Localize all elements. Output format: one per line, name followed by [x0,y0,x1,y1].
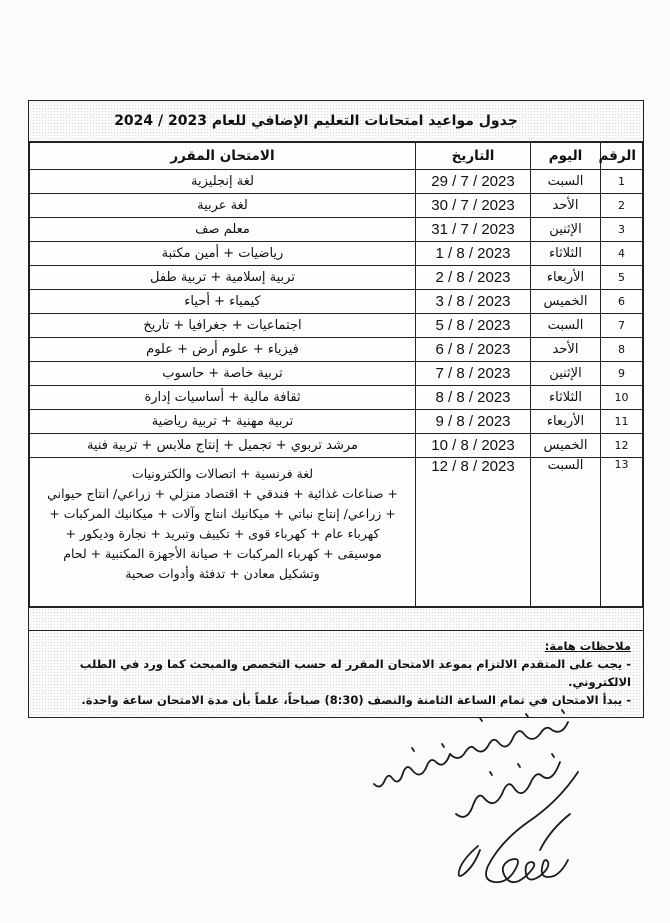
row-subject: كيمياء + أحياء [30,290,416,314]
table-row [30,410,643,434]
note-item: - يجب على المتقدم الالتزام بموعد الامتحان المقرر له حسب التخصص والمبحث كما ورد في الطلب الالكتروني. [79,657,631,689]
table-row [30,338,643,362]
note-item: - يبدأ الامتحان في تمام الساعة الثامنة والنصف (8:30) صباحاً، علماً بأن مدة الامتحان ساعة واحدة. [81,693,631,707]
table-row [30,194,643,218]
row-subject [30,458,416,607]
row-day: الإثنين [531,362,601,386]
subject-line: وتشكيل معادن + تدفئة وأدوات صحية [125,566,320,581]
row-day: الإثنين [531,218,601,242]
table-row [30,434,643,458]
row-number: 11 [601,410,643,434]
subject-line: لغة فرنسية + اتصالات والكترونيات [131,466,314,481]
header-number: الرقم [601,143,643,170]
row-subject: رياضيات + أمين مكتبة [30,242,416,266]
row-number: 6 [601,290,643,314]
exam-schedule-table [29,142,643,607]
subject-line: كهرباء عام + كهرباء قوى + تكييف وتبريد + نجارة وديكور + [65,526,380,541]
row-day: الخميس [531,290,601,314]
subject-line: + صناعات غذائية + فندقي + اقتصاد منزلي + زراعي/ انتاج حيواني [47,486,398,501]
header-day: اليوم [531,143,601,170]
table-row [30,458,643,607]
row-number: 10 [601,386,643,410]
row-day: الأحد [531,194,601,218]
row-date: 3 / 8 / 2023 [416,290,531,314]
table-row [30,170,643,194]
row-number: 1 [601,170,643,194]
row-date: 31 / 7 / 2023 [416,218,531,242]
handwritten-signature [330,700,590,900]
row-date: 10 / 8 / 2023 [416,434,531,458]
row-day: السبت [531,458,601,607]
row-subject: ثقافة مالية + أساسيات إدارة [30,386,416,410]
row-day: الثلاثاء [531,242,601,266]
row-number: 8 [601,338,643,362]
row-number: 3 [601,218,643,242]
spacer [29,607,643,630]
row-date: 2 / 8 / 2023 [416,266,531,290]
row-number: 4 [601,242,643,266]
schedule-sheet [28,100,644,718]
row-date: 9 / 8 / 2023 [416,410,531,434]
row-day: السبت [531,314,601,338]
subject-line: موسيقى + كهرباء المركبات + صيانة الأجهزة المكتبية + لحام [63,546,382,561]
row-date: 7 / 8 / 2023 [416,362,531,386]
table-row [30,290,643,314]
table-header-row [30,143,643,170]
row-subject: تربية إسلامية + تربية طفل [30,266,416,290]
row-date: 8 / 8 / 2023 [416,386,531,410]
table-body [30,170,643,607]
row-date: 1 / 8 / 2023 [416,242,531,266]
row-subject: تربية مهنية + تربية رياضية [30,410,416,434]
notes-title: ملاحظات هامة: [544,639,631,653]
row-day: الثلاثاء [531,386,601,410]
row-subject: مرشد تربوي + تجميل + إنتاج ملابس + تربية فنية [30,434,416,458]
row-date: 6 / 8 / 2023 [416,338,531,362]
row-day: الأربعاء [531,410,601,434]
row-number: 5 [601,266,643,290]
row-subject: معلم صف [30,218,416,242]
row-subject: تربية خاصة + حاسوب [30,362,416,386]
page-title: جدول مواعيد امتحانات التعليم الإضافي للعام 2023 / 2024 [29,101,643,142]
table-row [30,242,643,266]
table-row [30,218,643,242]
table-row [30,314,643,338]
row-date: 30 / 7 / 2023 [416,194,531,218]
row-number: 9 [601,362,643,386]
row-number: 13 [601,458,643,607]
row-day: الأحد [531,338,601,362]
table-row [30,266,643,290]
table-row [30,362,643,386]
header-date: التاريخ [416,143,531,170]
row-day: الخميس [531,434,601,458]
row-number: 12 [601,434,643,458]
row-day: الأربعاء [531,266,601,290]
row-subject: لغة إنجليزية [30,170,416,194]
row-date: 5 / 8 / 2023 [416,314,531,338]
header-subject: الامتحان المقرر [30,143,416,170]
row-subject: اجتماعيات + جغرافيا + تاريخ [30,314,416,338]
row-day: السبت [531,170,601,194]
subject-line: + زراعي/ إنتاج نباتي + ميكانيك انتاج وآلات + ميكانيك المركبات + [49,506,396,521]
row-number: 7 [601,314,643,338]
row-number: 2 [601,194,643,218]
row-subject: لغة عربية [30,194,416,218]
row-date: 29 / 7 / 2023 [416,170,531,194]
table-row [30,386,643,410]
row-date: 12 / 8 / 2023 [416,458,531,607]
row-subject: فيزياء + علوم أرض + علوم [30,338,416,362]
